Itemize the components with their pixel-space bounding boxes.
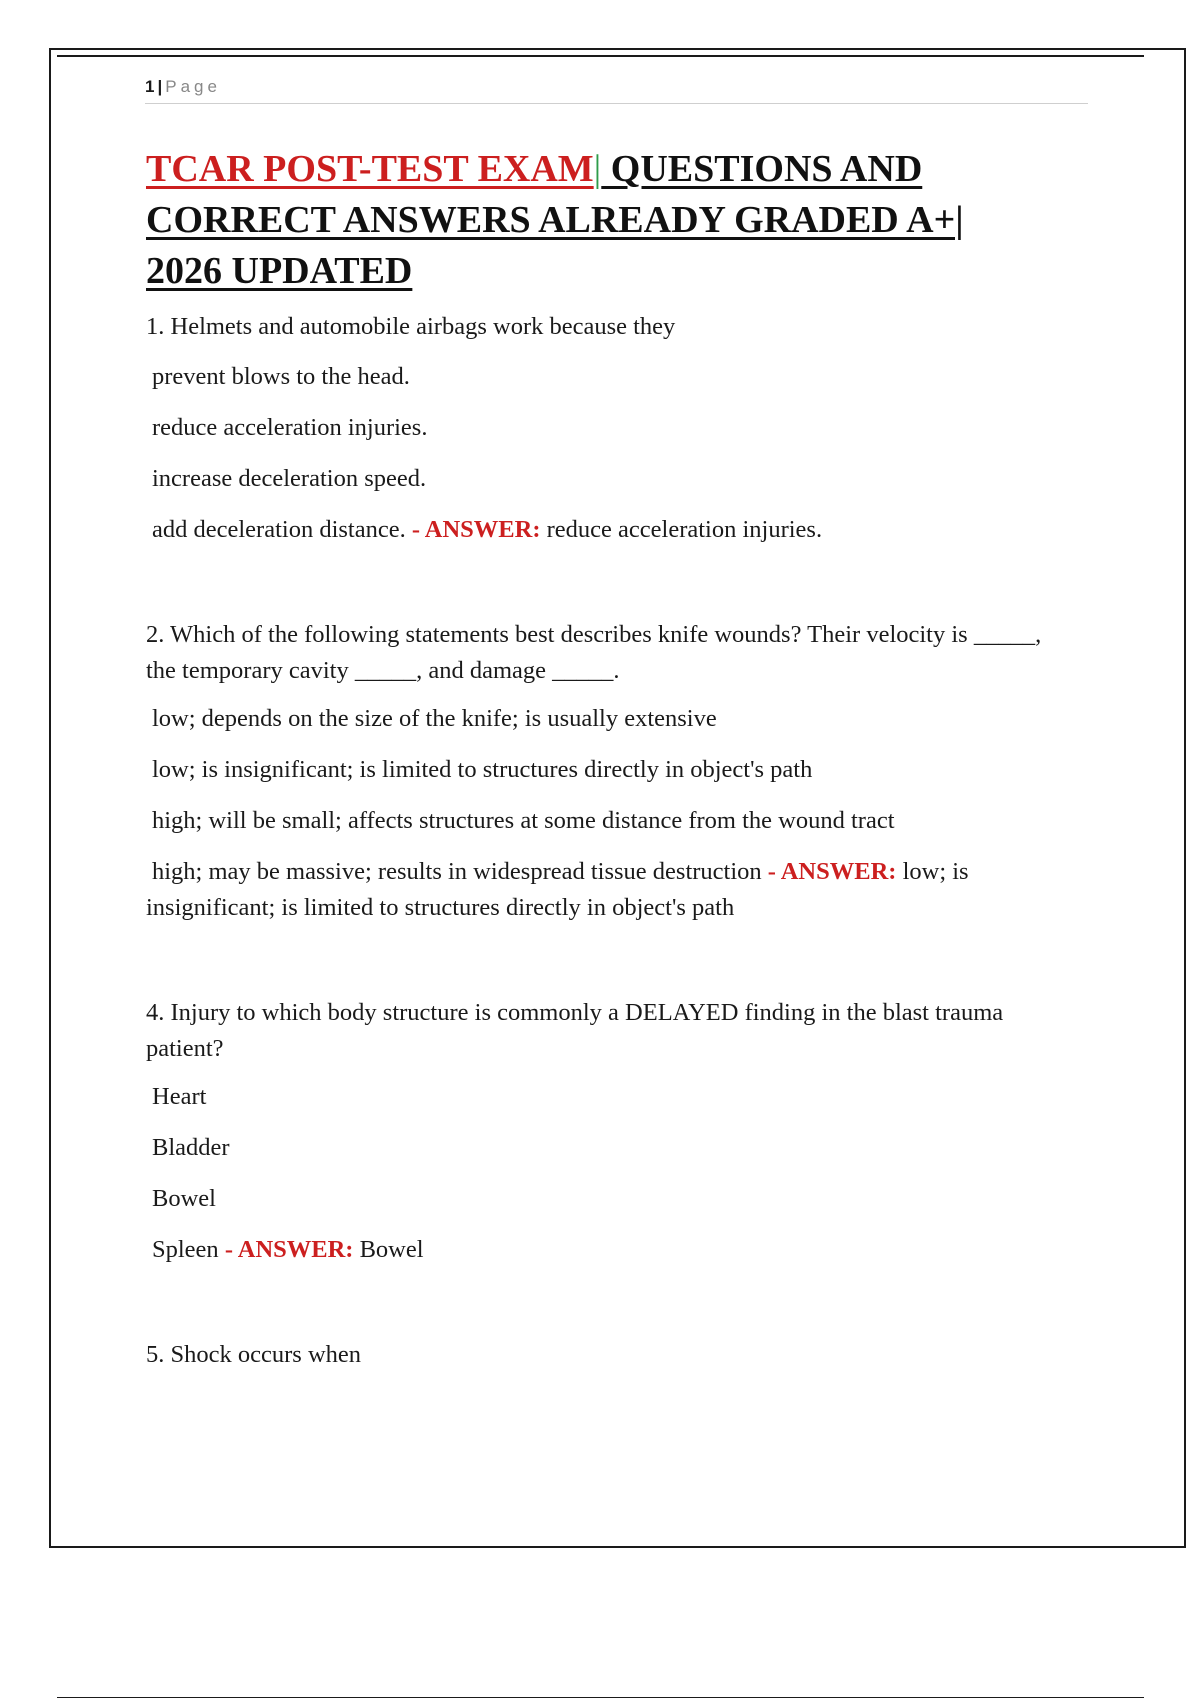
text-cursor: | (593, 148, 602, 190)
answer-option-text: add deceleration distance. (152, 516, 406, 543)
answer-option-with-key (146, 512, 1076, 548)
answer-option-with-key (146, 1232, 1076, 1268)
answer-marker: - ANSWER: (224, 1236, 354, 1263)
correct-answer: low; is insignificant; is limited to structures directly in object's path (146, 858, 969, 921)
question-prompt: 1. Helmets and automobile airbags work because they (146, 313, 676, 340)
answer-option-text: high; may be massive; results in widespread tissue destruction (152, 858, 762, 885)
answer-option: high; will be small; affects structures at some distance from the wound tract (152, 807, 895, 834)
answer-option: Heart (152, 1083, 207, 1110)
page-top-rule (57, 55, 1144, 57)
spacer (146, 1283, 1076, 1337)
answer-option: prevent blows to the head. (152, 363, 410, 390)
title-line-2: CORRECT ANSWERS ALREADY GRADED A+| (146, 199, 964, 241)
answer-option: low; is insignificant; is limited to structures directly in object's path (152, 756, 813, 783)
title-line-1: QUESTIONS AND (601, 148, 923, 190)
spacer (146, 941, 1076, 995)
question-block (146, 995, 1076, 1268)
answer-option: low; depends on the size of the knife; is usually extensive (152, 705, 717, 732)
question-block (146, 617, 1076, 926)
page-bottom-rule (57, 1697, 1144, 1698)
page-separator: | (157, 77, 163, 96)
answer-option-text: Spleen (152, 1236, 219, 1263)
answer-marker: - ANSWER: (767, 858, 897, 885)
answer-option: increase deceleration speed. (152, 465, 427, 492)
answer-option: Bowel (152, 1185, 216, 1212)
title-exam-name: TCAR POST-TEST EXAM (146, 148, 594, 190)
question-prompt: 5. Shock occurs when (146, 1341, 362, 1368)
title-line-3: 2026 UPDATED (146, 250, 413, 292)
page-number: 1 (145, 77, 155, 96)
document-title (146, 144, 1076, 297)
correct-answer: Bowel (359, 1236, 424, 1263)
correct-answer: reduce acceleration injuries. (546, 516, 823, 543)
answer-option: reduce acceleration injuries. (152, 414, 428, 441)
answer-marker: - ANSWER: (411, 516, 541, 543)
document-body (146, 309, 1076, 1373)
answer-option: Bladder (152, 1134, 230, 1161)
page-label: Page (165, 77, 221, 96)
spacer (146, 563, 1076, 617)
page-header (145, 74, 1088, 104)
question-block (146, 309, 1076, 548)
answer-option-with-key (146, 854, 1076, 926)
question-prompt: 2. Which of the following statements best describes knife wounds? Their velocity is _____, the temporary cavity _____, and damage _____. (146, 621, 1042, 684)
question-prompt: 4. Injury to which body structure is commonly a DELAYED finding in the blast trauma patient? (146, 999, 1004, 1062)
question-block (146, 1337, 1076, 1373)
